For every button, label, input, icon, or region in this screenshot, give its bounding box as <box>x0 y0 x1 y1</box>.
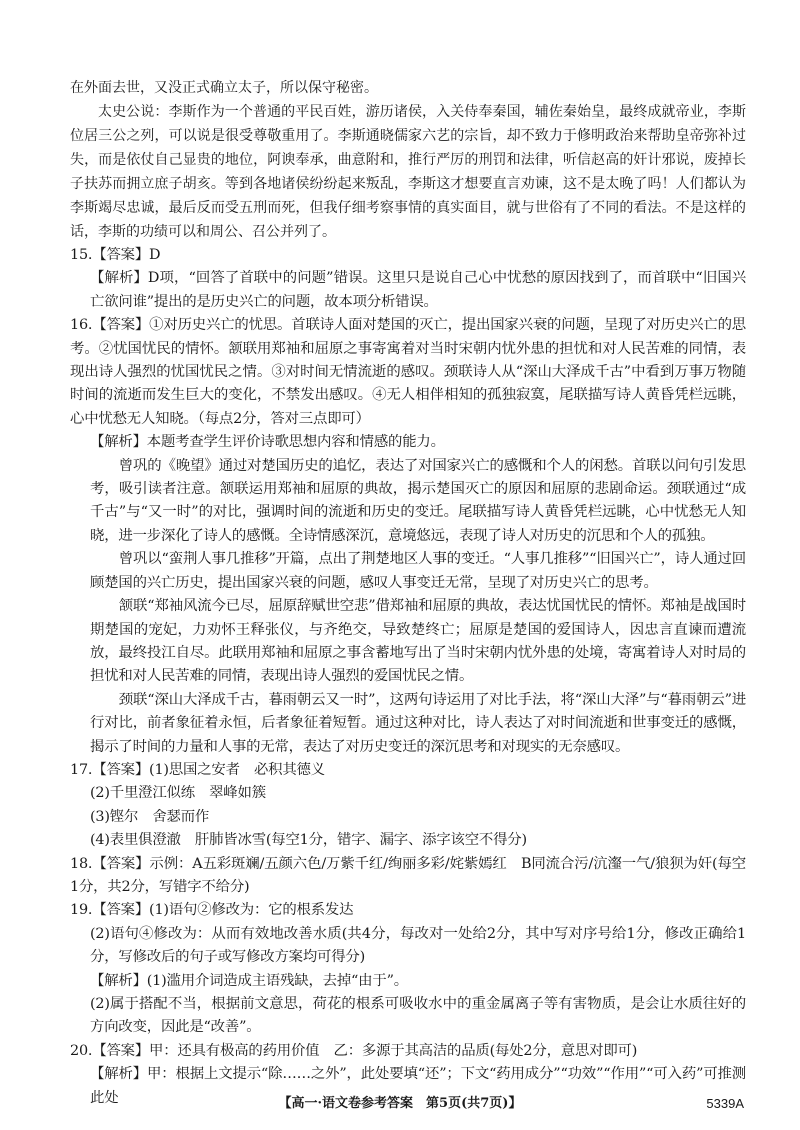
q16-analysis-para: 颔联“郑袖风流今已尽，屈原辞赋世空悲”借郑袖和屈原的典故，表达忧国忧民的情怀。郑袖是战国时期楚国的宠妃，力劝怀王释张仪，与齐绝交，导致楚终亡；屈原是楚国的爱国诗人，因忠言直谏而遭流放，最终投江自尽。此联用郑袖和屈原之事含蓄地写出了当时宋朝内忧外患的处境，寄寓着诗人对时局的担忧和对人民苦难的同情，表现出诗人强烈的爱国忧民之情。 <box>90 598 746 685</box>
q18-answer: 18.【答案】示例：A五彩斑斓/五颜六色/万紫千红/绚丽多彩/姹紫嫣红 B同流合污/沆瀣一气/狼狈为奸(每空1分，共2分，写错字不给分) <box>70 855 746 895</box>
page-footer <box>0 1094 800 1114</box>
q19-answer: 19.【答案】(1)语句②修改为：它的根系发达 <box>70 902 354 919</box>
q15-answer: 15.【答案】D <box>70 247 161 263</box>
q17-item: (2)千里澄江似练 翠峰如簇 <box>90 785 266 802</box>
q20-answer: 20.【答案】甲：还具有极高的药用价值 乙：多源于其高洁的品质(每处2分，意思对即可) <box>70 1042 638 1059</box>
footer-page-label: 【高一·语文卷参考答案 第5页(共7页)】 <box>278 1096 522 1111</box>
q15-analysis: 【解析】D项，“回答了首联中的问题”错误。这里只是说自己心中忧愁的原因找到了，而首联中“旧国兴亡欲问谁”提出的是历史兴亡的问题，故本项分析错误。 <box>90 270 746 310</box>
footer-exam-code: 5339A <box>706 1096 744 1111</box>
q16-analysis-intro: 【解析】本题考查学生评价诗歌思想内容和情感的能力。 <box>90 434 445 451</box>
q16-answer: 16.【答案】①对历史兴亡的忧思。首联诗人面对楚国的灭亡，提出国家兴衰的问题，呈现了对历史兴亡的思考。②忧国忧民的情怀。颔联用郑袖和屈原之事寄寓着对当时宋朝内忧外患的担忧和对人民苦难的同情，表现出诗人强烈的忧国忧民之情。③对时间无情流逝的感叹。颈联诗人从“深山大泽成千古”中看到万事万物随时间的流逝而发生巨大的变化，不禁发出感叹。④无人相伴相知的孤独寂寞，尾联描写诗人黄昏凭栏远眺，心中忧愁无人知晓。（每点2分，答对三点即可） <box>70 317 746 427</box>
q16-analysis-para: 曾巩的《晚望》通过对楚国历史的追忆，表达了对国家兴亡的感慨和个人的闲愁。首联以问句引发思考，吸引读者注意。颔联运用郑袖和屈原的典故，揭示楚国灭亡的原因和屈原的悲剧命运。颈联通过“成千古”与“又一时”的对比，强调时间的流逝和历史的变迁。尾联描写诗人黄昏凭栏远眺，心中忧愁无人知晓，进一步深化了诗人的感慨。全诗情感深沉，意境悠远，表现了诗人对历史的沉思和个人的孤独。 <box>90 457 746 544</box>
q19-analysis: 【解析】(1)滥用介词造成主语残缺，去掉“由于”。 <box>90 972 408 989</box>
q16-analysis-para: 颈联“深山大泽成千古，暮雨朝云又一时”，这两句诗运用了对比手法，将“深山大泽”与“暮雨朝云”进行对比，前者象征着永恒，后者象征着短暂。通过这种对比，诗人表达了对时间流逝和世事变迁的感慨，揭示了时间的力量和人事的无常，表达了对历史变迁的深沉思考和对现实的无奈感叹。 <box>90 691 746 755</box>
q17-item: (4)表里俱澄澈 肝肺皆冰雪(每空1分，错字、漏字、添字该空不得分) <box>90 832 527 849</box>
answer-key-content <box>70 76 746 1110</box>
q19-item: (2)语句④修改为：从而有效地改善水质(共4分，每改对一处给2分，其中写对序号给1分，修改正确给1分，写修改后的句子或写修改方案均可得分) <box>90 925 746 966</box>
q17-answer: 17.【答案】(1)思国之安者 必积其德义 <box>70 761 325 778</box>
q20-analysis: 【解析】甲：根据上文提示“除……之外”，此处要填“还”；下文“药用成分”“功效”“作用”“可入药”可推测此处 <box>90 1066 746 1106</box>
q19-analysis: (2)属于搭配不当，根据前文意思，荷花的根系可吸收水中的重金属离子等有害物质，是会让水质往好的方向改变，因此是“改善”。 <box>90 996 746 1036</box>
historian-comment: 太史公说：李斯作为一个普通的平民百姓，游历诸侯，入关侍奉秦国，辅佐秦始皇，最终成就帝业，李斯位居三公之列，可以说是很受尊敬重用了。李斯通晓儒家六艺的宗旨，却不致力于修明政治来帮助皇帝弥补过失，而是依仗自己显贵的地位，阿谀奉承，曲意附和，推行严厉的刑罚和法律，听信赵高的奸计邪说，废掉长子扶苏而拥立庶子胡亥。等到各地诸侯纷纷起来叛乱，李斯这才想要直言劝谏，这不是太晚了吗！人们都认为李斯竭尽忠诚，最后反而受五刑而死，但我仔细考察事情的真实面目，就与世俗有了不同的看法。不是这样的话，李斯的功绩可以和周公、召公并列了。 <box>70 104 746 240</box>
q16-analysis-para: 曾巩以“蛮荆人事几推移”开篇，点出了荆楚地区人事的变迁。“人事几推移”“旧国兴亡”，诗人通过回顾楚国的兴亡历史，提出国家兴衰的问题，感叹人事变迁无常，呈现了对历史兴亡的思考。 <box>90 551 746 591</box>
translation-line: 在外面去世，又没正式确立太子，所以保守秘密。 <box>70 80 378 96</box>
q17-item: (3)铿尔 舍瑟而作 <box>90 808 210 825</box>
